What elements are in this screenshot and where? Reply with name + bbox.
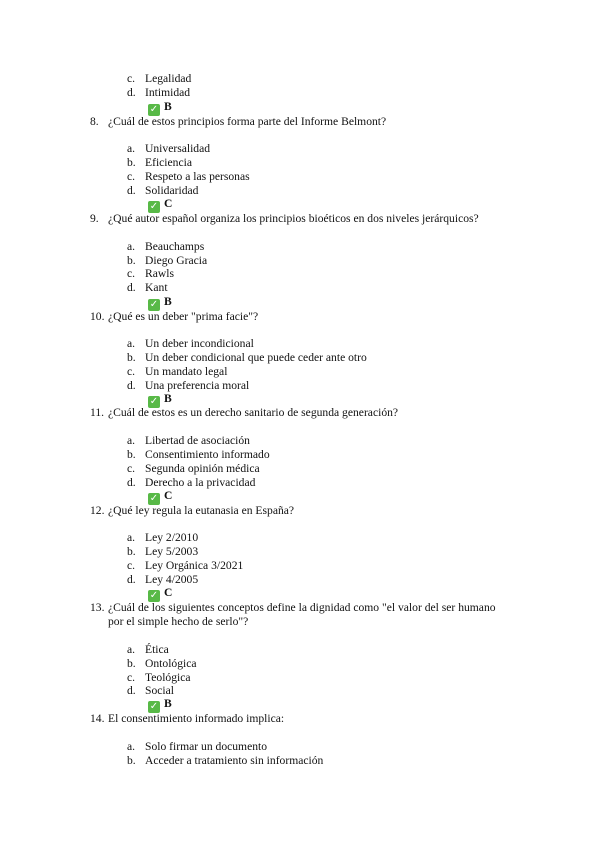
answer-letter: C xyxy=(164,197,173,210)
option-text: Ley 5/2003 xyxy=(145,545,199,558)
option-text: Un deber incondicional xyxy=(145,337,254,350)
option-letter: b. xyxy=(127,254,136,267)
answer-line xyxy=(148,586,172,602)
option-text: Respeto a las personas xyxy=(145,170,250,183)
answer-letter: C xyxy=(164,489,173,502)
option-text: Solidaridad xyxy=(145,184,199,197)
option-letter: c. xyxy=(127,559,136,572)
option-text: Eficiencia xyxy=(145,156,192,169)
option-letter: b. xyxy=(127,156,136,169)
option-letter: a. xyxy=(127,643,136,656)
option-text: Social xyxy=(145,684,174,697)
check-mark-icon: ✓ xyxy=(149,396,159,407)
option-text: Ontológica xyxy=(145,657,197,670)
check-mark-icon: ✓ xyxy=(149,299,159,310)
option-text: Libertad de asociación xyxy=(145,434,250,447)
option-letter: a. xyxy=(127,434,136,447)
option-letter: c. xyxy=(127,267,136,280)
option-letter: a. xyxy=(127,740,136,753)
check-mark-icon: ✓ xyxy=(149,493,159,504)
option-letter: d. xyxy=(127,684,136,697)
question-text-continued: por el simple hecho de serlo"? xyxy=(108,615,249,628)
option-text: Ética xyxy=(145,643,169,656)
option-text: Acceder a tratamiento sin información xyxy=(145,754,324,767)
question-number: 10. xyxy=(90,310,105,323)
option-letter: b. xyxy=(127,351,136,364)
answer-line xyxy=(148,197,172,213)
question-number: 11. xyxy=(90,406,105,419)
option-letter: a. xyxy=(127,240,136,253)
option-text: Ley 4/2005 xyxy=(145,573,199,586)
option-letter: b. xyxy=(127,448,136,461)
option-letter: d. xyxy=(127,184,136,197)
question-text: ¿Cuál de los siguientes conceptos define la dignidad como "el valor del ser humano xyxy=(108,601,496,614)
option-letter: a. xyxy=(127,142,136,155)
option-text: Un mandato legal xyxy=(145,365,228,378)
answer-letter: B xyxy=(164,295,172,308)
check-mark-icon: ✓ xyxy=(149,104,159,115)
answer-letter: B xyxy=(164,697,172,710)
option-text: Consentimiento informado xyxy=(145,448,270,461)
question-text: ¿Qué es un deber "prima facie"? xyxy=(108,310,259,323)
option-letter: a. xyxy=(127,337,136,350)
option-letter: b. xyxy=(127,657,136,670)
check-mark-icon: ✓ xyxy=(149,590,159,601)
question-number: 8. xyxy=(90,115,99,128)
answer-line xyxy=(148,100,172,116)
option-letter: c. xyxy=(127,671,136,684)
option-letter: b. xyxy=(127,754,136,767)
option-letter: c. xyxy=(127,72,136,85)
option-text: Derecho a la privacidad xyxy=(145,476,256,489)
option-text: Ley Orgánica 3/2021 xyxy=(145,559,244,572)
question-text: El consentimiento informado implica: xyxy=(108,712,285,725)
answer-letter: B xyxy=(164,392,172,405)
answer-letter: B xyxy=(164,100,172,113)
option-letter: d. xyxy=(127,476,136,489)
answer-line xyxy=(148,697,172,713)
option-text: Ley 2/2010 xyxy=(145,531,199,544)
option-text: Kant xyxy=(145,281,168,294)
option-letter: d. xyxy=(127,86,136,99)
option-letter: a. xyxy=(127,531,136,544)
option-letter: d. xyxy=(127,573,136,586)
option-text: Un deber condicional que puede ceder ante otro xyxy=(145,351,367,364)
option-letter: c. xyxy=(127,170,136,183)
option-letter: d. xyxy=(127,379,136,392)
question-number: 13. xyxy=(90,601,105,614)
answer-letter: C xyxy=(164,586,173,599)
check-mark-icon: ✓ xyxy=(149,201,159,212)
question-number: 12. xyxy=(90,504,105,517)
question-text: ¿Cuál de estos es un derecho sanitario de segunda generación? xyxy=(108,406,399,419)
question-text: ¿Qué autor español organiza los principios bioéticos en dos niveles jerárquicos? xyxy=(108,212,479,225)
option-letter: b. xyxy=(127,545,136,558)
option-text: Teológica xyxy=(145,671,191,684)
check-mark-icon: ✓ xyxy=(149,701,159,712)
option-text: Legalidad xyxy=(145,72,192,85)
option-text: Beauchamps xyxy=(145,240,205,253)
option-text: Solo firmar un documento xyxy=(145,740,268,753)
question-number: 14. xyxy=(90,712,105,725)
question-number: 9. xyxy=(90,212,99,225)
option-text: Una preferencia moral xyxy=(145,379,250,392)
option-letter: c. xyxy=(127,365,136,378)
option-text: Diego Gracia xyxy=(145,254,208,267)
answer-line xyxy=(148,295,172,311)
option-letter: c. xyxy=(127,462,136,475)
option-letter: d. xyxy=(127,281,136,294)
question-text: ¿Cuál de estos principios forma parte del Informe Belmont? xyxy=(108,115,387,128)
option-text: Segunda opinión médica xyxy=(145,462,260,475)
option-text: Rawls xyxy=(145,267,174,280)
option-text: Universalidad xyxy=(145,142,211,155)
answer-line xyxy=(148,489,172,505)
question-text: ¿Qué ley regula la eutanasia en España? xyxy=(108,504,295,517)
option-text: Intimidad xyxy=(145,86,191,99)
